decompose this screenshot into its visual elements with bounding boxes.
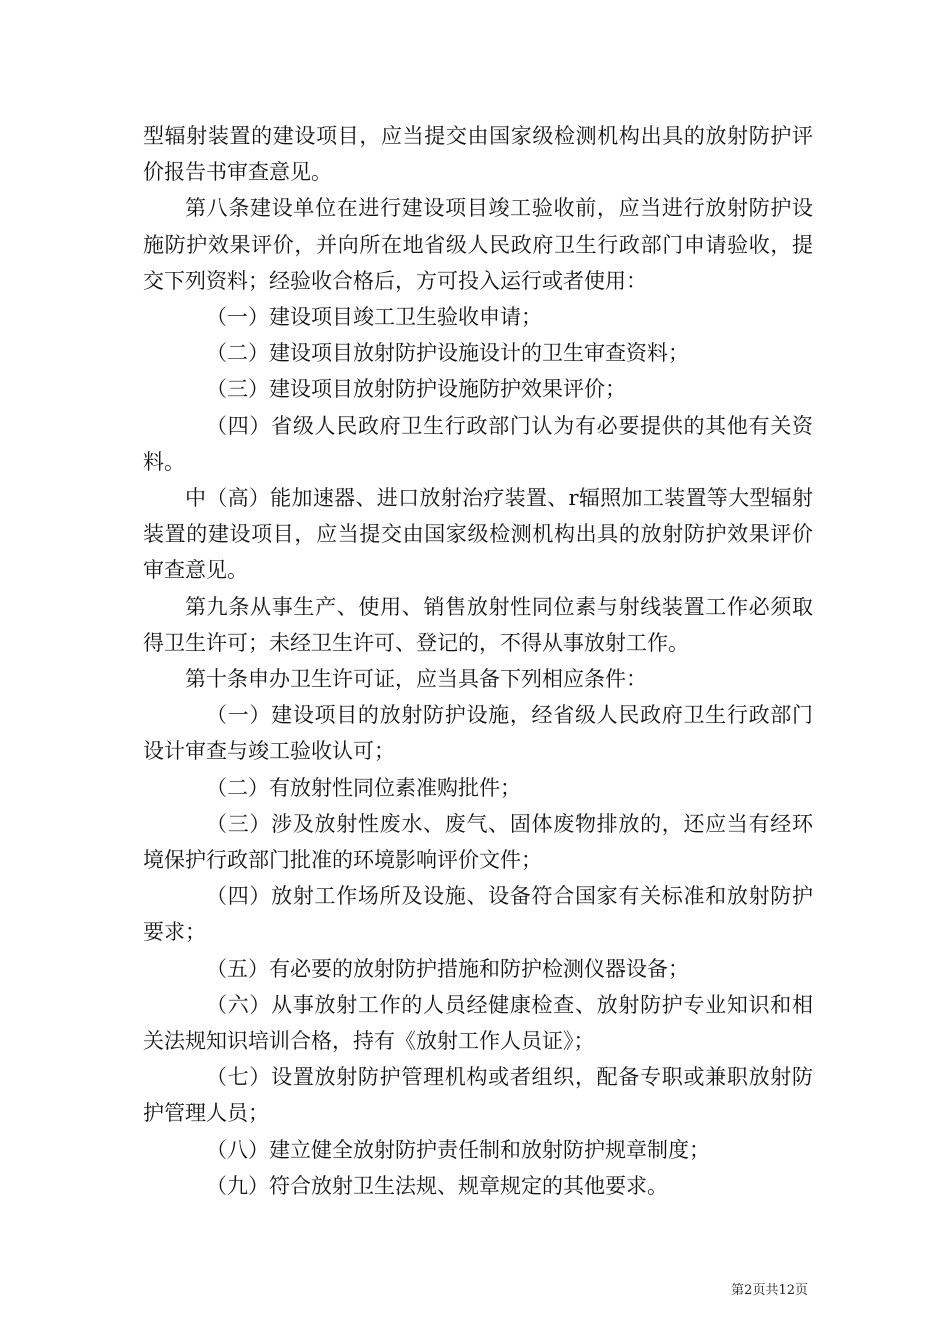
- list-item-8-2: （二）建设项目放射防护设施设计的卫生审查资料；: [206, 341, 689, 366]
- list-item-10-9: （九）符合放射卫生法规、规章规定的其他要求。: [206, 1173, 668, 1198]
- list-item-8-4: （四）省级人民政府卫生行政部门认为有必要提供的其他有关资料。: [143, 413, 813, 474]
- paragraph-article-9: 第九条从事生产、使用、销售放射性同位素与射线装置工作必须取得卫生许可；未经卫生许可、登记的，不得从事放射工作。: [143, 594, 813, 655]
- paragraph-article-8: 第八条建设单位在进行建设项目竣工验收前，应当进行放射防护设施防护效果评价，并向所在地省级人民政府卫生行政部门申请验收，提交下列资料；经验收合格后，方可投入运行或者使用：: [143, 196, 813, 293]
- paragraph-article-10: 第十条申办卫生许可证，应当具备下列相应条件：: [185, 667, 647, 692]
- list-item-10-5: （五）有必要的放射防护措施和防护检测仪器设备；: [206, 956, 689, 981]
- list-item-10-3: （三）涉及放射性废水、废气、固体废物排放的，还应当有经环境保护行政部门批准的环境影响评价文件；: [143, 811, 813, 873]
- list-item-10-6: （六）从事放射工作的人员经健康检查、放射防护专业知识和相关法规知识培训合格，持有《放射工作人员证》；: [143, 992, 813, 1054]
- list-item-10-7: （七）设置放射防护管理机构或者组织，配备专职或兼职放射防护管理人员；: [143, 1065, 813, 1126]
- page-number-footer: 第2页共12页: [731, 1283, 808, 1298]
- list-item-8-1: （一）建设项目竣工卫生验收申请；: [206, 305, 542, 330]
- list-item-10-2: （二）有放射性同位素准购批件；: [206, 775, 521, 800]
- paragraph-large-devices: 中（高）能加速器、进口放射治疗装置、r辐照加工装置等大型辐射装置的建设项目，应当提交由国家级检测机构出具的放射防护效果评价审查意见。: [143, 486, 813, 583]
- list-item-10-8: （八）建立健全放射防护责任制和放射防护规章制度；: [206, 1137, 710, 1162]
- list-item-10-1: （一）建设项目的放射防护设施，经省级人民政府卫生行政部门设计审查与竣工验收认可；: [143, 703, 813, 764]
- list-item-8-3: （三）建设项目放射防护设施防护效果评价；: [206, 377, 626, 402]
- list-item-10-4: （四）放射工作场所及设施、设备符合国家有关标准和放射防护要求；: [143, 884, 813, 945]
- document-body: [143, 118, 813, 1204]
- paragraph-continuation: 型辐射装置的建设项目，应当提交由国家级检测机构出具的放射防护评价报告书审查意见。: [143, 124, 813, 185]
